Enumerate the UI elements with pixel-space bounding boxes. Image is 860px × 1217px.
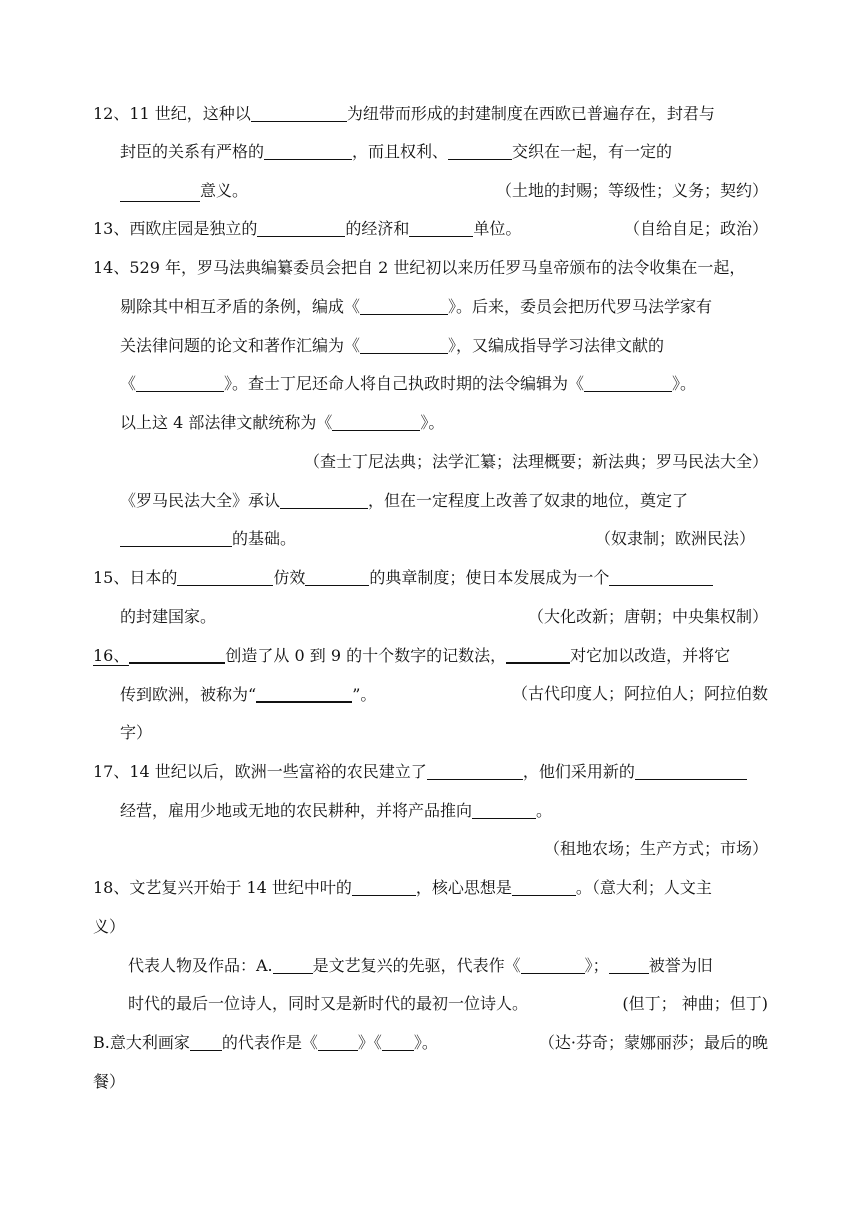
blank — [521, 955, 585, 974]
q18-line-5: B.意大利画家 的代表作是《 》《 》。 — [93, 1033, 438, 1052]
blank — [448, 141, 512, 160]
q15-line-2: 的封建国家。 — [120, 607, 217, 626]
blank — [635, 761, 747, 780]
q18-answer-2: （达·芬奇；蒙娜丽莎；最后的晚 — [538, 1033, 768, 1052]
q18-line-3: 代表人物及作品：A. 是文艺复兴的先驱，代表作《 》； 被誉为旧 — [128, 956, 713, 975]
blank — [280, 490, 368, 509]
blank — [609, 567, 713, 586]
q16-answer: （古代印度人；阿拉伯人；阿拉伯数 — [511, 684, 768, 703]
q12-line-2: 封臣的关系有严格的 ，而且权利、 交织在一起，有一定的 — [120, 142, 673, 161]
blank — [360, 296, 448, 315]
q18-answer-1: (但丁； 神曲；但丁) — [622, 994, 768, 1013]
blank — [136, 373, 224, 392]
q15-answer: （大化改新；唐朝；中央集权制） — [527, 607, 768, 626]
q16-line-2: 传到欧洲，被称为“ ”。 — [120, 685, 377, 704]
q18-line-2: 义） — [93, 917, 126, 936]
q13-answer: （自给自足；政治） — [623, 219, 768, 238]
q14-line-4: 《 》。查士丁尼还命人将自己执政时期的法令编辑为《 》。 — [120, 374, 697, 393]
q18-line-1: 18、文艺复兴开始于 14 世纪中叶的 ，核心思想是 。（意大利；人文主 — [93, 878, 712, 897]
blank — [609, 955, 649, 974]
q12-answer: （土地的封赐；等级性；义务；契约） — [495, 181, 768, 200]
q14-answer-1: （查士丁尼法典；法学汇纂；法理概要；新法典；罗马民法大全） — [303, 452, 768, 471]
blank — [352, 877, 416, 896]
q16-line-1: 16、 创造了从 0 到 9 的十个数字的记数法， 对它加以改造，并将它 — [93, 646, 731, 665]
blank — [472, 800, 536, 819]
blank — [427, 761, 523, 780]
q17-answer: （租地农场；生产方式；市场） — [543, 839, 768, 858]
q12-line-1: 12、11 世纪，这种以 为纽带而形成的封建制度在西欧已普遍存在，封君与 — [93, 104, 715, 123]
q14-answer-2: （奴隶制；欧洲民法） — [594, 529, 755, 548]
q18-line-6: 餐） — [93, 1072, 126, 1091]
blank — [305, 567, 369, 586]
q14-line-7: 《罗马民法大全》承认 ，但在一定程度上改善了奴隶的地位，奠定了 — [120, 491, 689, 510]
blank — [332, 412, 420, 431]
q13-line: 13、西欧庄园是独立的 的经济和 单位。 — [93, 219, 522, 238]
q14-line-8: 的基础。 — [0, 528, 860, 550]
blank — [264, 141, 352, 160]
blank — [273, 955, 313, 974]
q15-line-1: 15、日本的 仿效 的典章制度；使日本发展成为一个 — [0, 567, 860, 589]
blank — [584, 373, 672, 392]
q18-line-4: 时代的最后一位诗人，同时又是新时代的最初一位诗人。 — [128, 994, 529, 1013]
blank — [360, 335, 448, 354]
q14-line-2: 剔除其中相互矛盾的条例，编成《 》。后来，委员会把历代罗马法学家有 — [120, 297, 713, 316]
q16-line-3: 字） — [120, 723, 153, 742]
q12-line-3: 意义。 — [0, 180, 860, 202]
q14-line-5: 以上这 4 部法律文献统称为《 》。 — [120, 413, 445, 432]
q17-line-2: 经营，雇用少地或无地的农民耕种，并将产品推向 。 — [120, 801, 553, 820]
q14-line-1: 14、529 年，罗马法典编纂委员会把自 2 世纪初以来历任罗马皇帝颁布的法令收集在一起， — [93, 258, 746, 277]
blank — [506, 644, 570, 664]
blank — [129, 644, 225, 664]
blank — [512, 877, 576, 896]
blank — [251, 103, 347, 122]
blank — [177, 567, 273, 586]
q14-line-3: 关法律问题的论文和著作汇编为《 》，又编成指导学习法律文献的 — [120, 336, 665, 355]
q17-line-1: 17、14 世纪以后，欧洲一些富裕的农民建立了 ，他们采用新的 — [0, 761, 860, 783]
